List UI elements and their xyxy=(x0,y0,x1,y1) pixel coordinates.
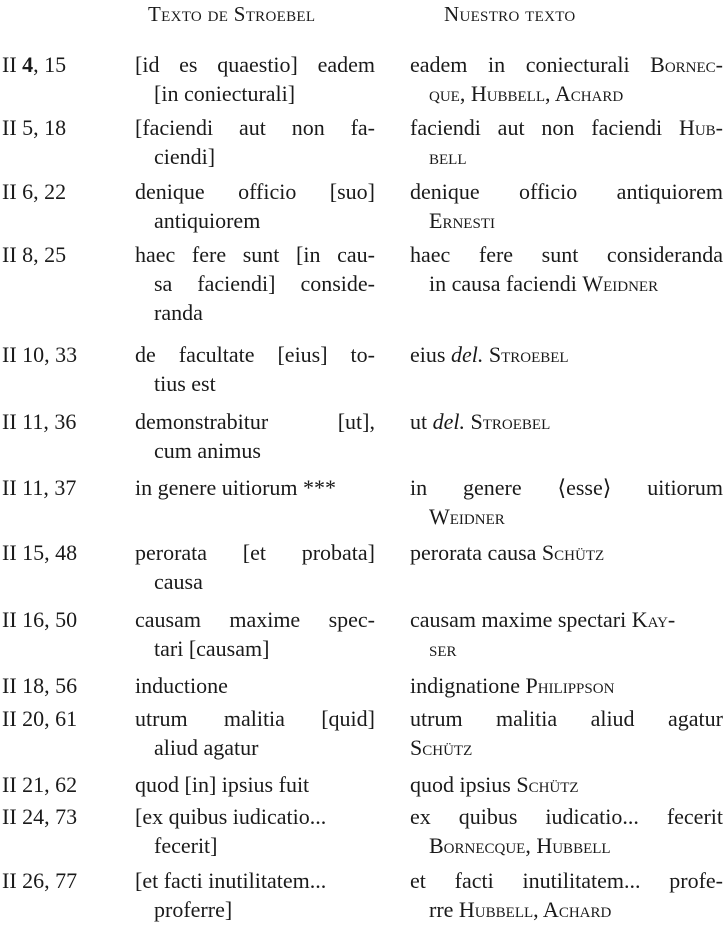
stroebel-reading: utrum malitia [quid] aliud agatur xyxy=(135,706,375,760)
passage-reference: II 10, 33 xyxy=(2,342,78,367)
stroebel-reading: [faciendi aut non fa- ciendi] xyxy=(135,115,375,169)
our-reading: faciendi aut non faciendi Hub- bell xyxy=(410,115,723,169)
stroebel-reading: quod [in] ipsius fuit xyxy=(135,772,310,797)
stroebel-reading: demonstrabitur [ut], cum animus xyxy=(135,409,375,463)
passage-reference: II 4, 15 xyxy=(2,52,67,77)
stroebel-reading: haec fere sunt [in cau- sa faciendi] conside- randa xyxy=(135,242,375,325)
our-reading: indignatione Philippson xyxy=(410,673,615,698)
passage-reference: II 24, 73 xyxy=(2,804,78,829)
passage-reference: II 20, 61 xyxy=(2,706,78,731)
stroebel-reading: inductione xyxy=(135,673,228,698)
stroebel-reading: causam maxime spec- tari [causam] xyxy=(135,607,375,661)
our-reading: et facti inutilitatem... profe- rre Hubbell, Achard xyxy=(410,868,723,922)
our-reading: denique officio antiquiorem Ernesti xyxy=(410,179,723,233)
our-reading: causam maxime spectari Kay- ser xyxy=(410,607,676,661)
header-our-text: Nuestro texto xyxy=(444,2,576,26)
passage-reference: II 8, 25 xyxy=(2,242,67,267)
our-reading: eius del. Stroebel xyxy=(410,342,569,367)
our-reading: quod ipsius Schütz xyxy=(410,772,579,797)
passage-reference: II 6, 22 xyxy=(2,179,67,204)
stroebel-reading: [et facti inutilitatem... proferre] xyxy=(135,868,327,922)
passage-reference: II 5, 18 xyxy=(2,115,67,140)
our-reading: eadem in coniecturali Bornec- que, Hubbell, Achard xyxy=(410,52,723,106)
our-reading: utrum malitia aliud agatur Schütz xyxy=(410,706,723,760)
our-reading: ex quibus iudicatio... fecerit Bornecque, Hubbell xyxy=(410,804,723,858)
stroebel-reading: in genere uitiorum *** xyxy=(135,475,337,500)
passage-reference: II 26, 77 xyxy=(2,868,78,893)
stroebel-reading: [id es quaestio] eadem [in coniecturali] xyxy=(135,52,375,106)
passage-reference: II 18, 56 xyxy=(2,673,78,698)
passage-reference: II 11, 37 xyxy=(2,475,77,500)
passage-reference: II 16, 50 xyxy=(2,607,78,632)
header-stroebel-text: Texto de Stroebel xyxy=(148,2,316,26)
stroebel-reading: de facultate [eius] to- tius est xyxy=(135,342,375,396)
our-reading: haec fere sunt consideranda in causa faciendi Weidner xyxy=(410,242,723,296)
passage-reference: II 21, 62 xyxy=(2,772,78,797)
passage-reference: II 11, 36 xyxy=(2,409,77,434)
our-reading: in genere ⟨esse⟩ uitiorum Weidner xyxy=(410,475,723,529)
stroebel-reading: perorata [et probata] causa xyxy=(135,540,375,594)
our-reading: perorata causa Schütz xyxy=(410,540,605,565)
our-reading: ut del. Stroebel xyxy=(410,409,551,434)
passage-reference: II 15, 48 xyxy=(2,540,78,565)
stroebel-reading: [ex quibus iudicatio... fecerit] xyxy=(135,804,327,858)
stroebel-reading: denique officio [suo] antiquiorem xyxy=(135,179,375,233)
